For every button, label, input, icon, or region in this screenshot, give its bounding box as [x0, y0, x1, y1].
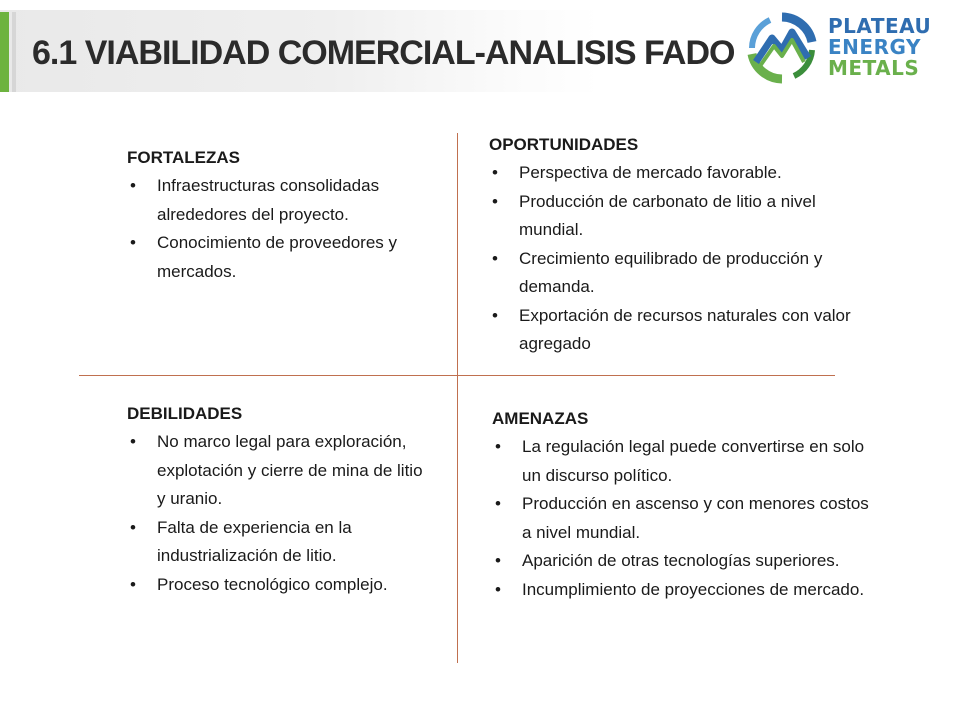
list-item: • Conocimiento de proveedores y mercados.	[127, 229, 457, 286]
logo-wordmark	[828, 16, 931, 79]
company-logo	[742, 12, 942, 84]
list-item: • Exportación de recursos naturales con valor agregado	[489, 302, 859, 359]
logo-line-3: METALS	[828, 56, 920, 80]
bullet-list	[489, 159, 859, 359]
logo-mark-icon	[742, 12, 822, 84]
list-item: • Producción de carbonato de litio a nivel mundial.	[489, 188, 859, 245]
logo-line-1: PLATEAU	[828, 14, 932, 38]
list-item: • Incumplimiento de proyecciones de mercado.	[492, 576, 882, 605]
quadrant-amenazas	[492, 405, 882, 604]
quadrant-debilidades	[127, 400, 427, 599]
list-item: • La regulación legal puede convertirse en solo un discurso político.	[492, 433, 882, 490]
list-item: • Aparición de otras tecnologías superiores.	[492, 547, 882, 576]
list-item: • Falta de experiencia en la industrialización de litio.	[127, 514, 427, 571]
slide-title: 6.1 VIABILIDAD COMERCIAL-ANALISIS FADO	[32, 34, 735, 72]
bullet-list	[127, 428, 427, 599]
vertical-divider	[457, 133, 458, 663]
quadrant-heading: FORTALEZAS	[127, 148, 241, 167]
horizontal-divider	[79, 375, 835, 376]
quadrant-heading: DEBILIDADES	[127, 404, 243, 423]
bullet-list	[127, 172, 457, 286]
logo-line-2: ENERGY	[828, 35, 921, 59]
list-item: • Crecimiento equilibrado de producción y demanda.	[489, 245, 859, 302]
bullet-list	[492, 433, 882, 604]
list-item: • Infraestructuras consolidadas alrededores del proyecto.	[127, 172, 457, 229]
quadrant-heading: AMENAZAS	[492, 409, 589, 428]
title-accent-bar	[0, 12, 9, 92]
list-item: • Producción en ascenso y con menores costos a nivel mundial.	[492, 490, 882, 547]
quadrant-fortalezas	[127, 144, 457, 286]
quadrant-heading: OPORTUNIDADES	[489, 135, 639, 154]
list-item: • Proceso tecnológico complejo.	[127, 571, 427, 600]
list-item: • No marco legal para exploración, explotación y cierre de mina de litio y uranio.	[127, 428, 427, 514]
quadrant-oportunidades	[489, 131, 859, 359]
title-accent-stripe	[12, 12, 16, 92]
list-item: • Perspectiva de mercado favorable.	[489, 159, 859, 188]
